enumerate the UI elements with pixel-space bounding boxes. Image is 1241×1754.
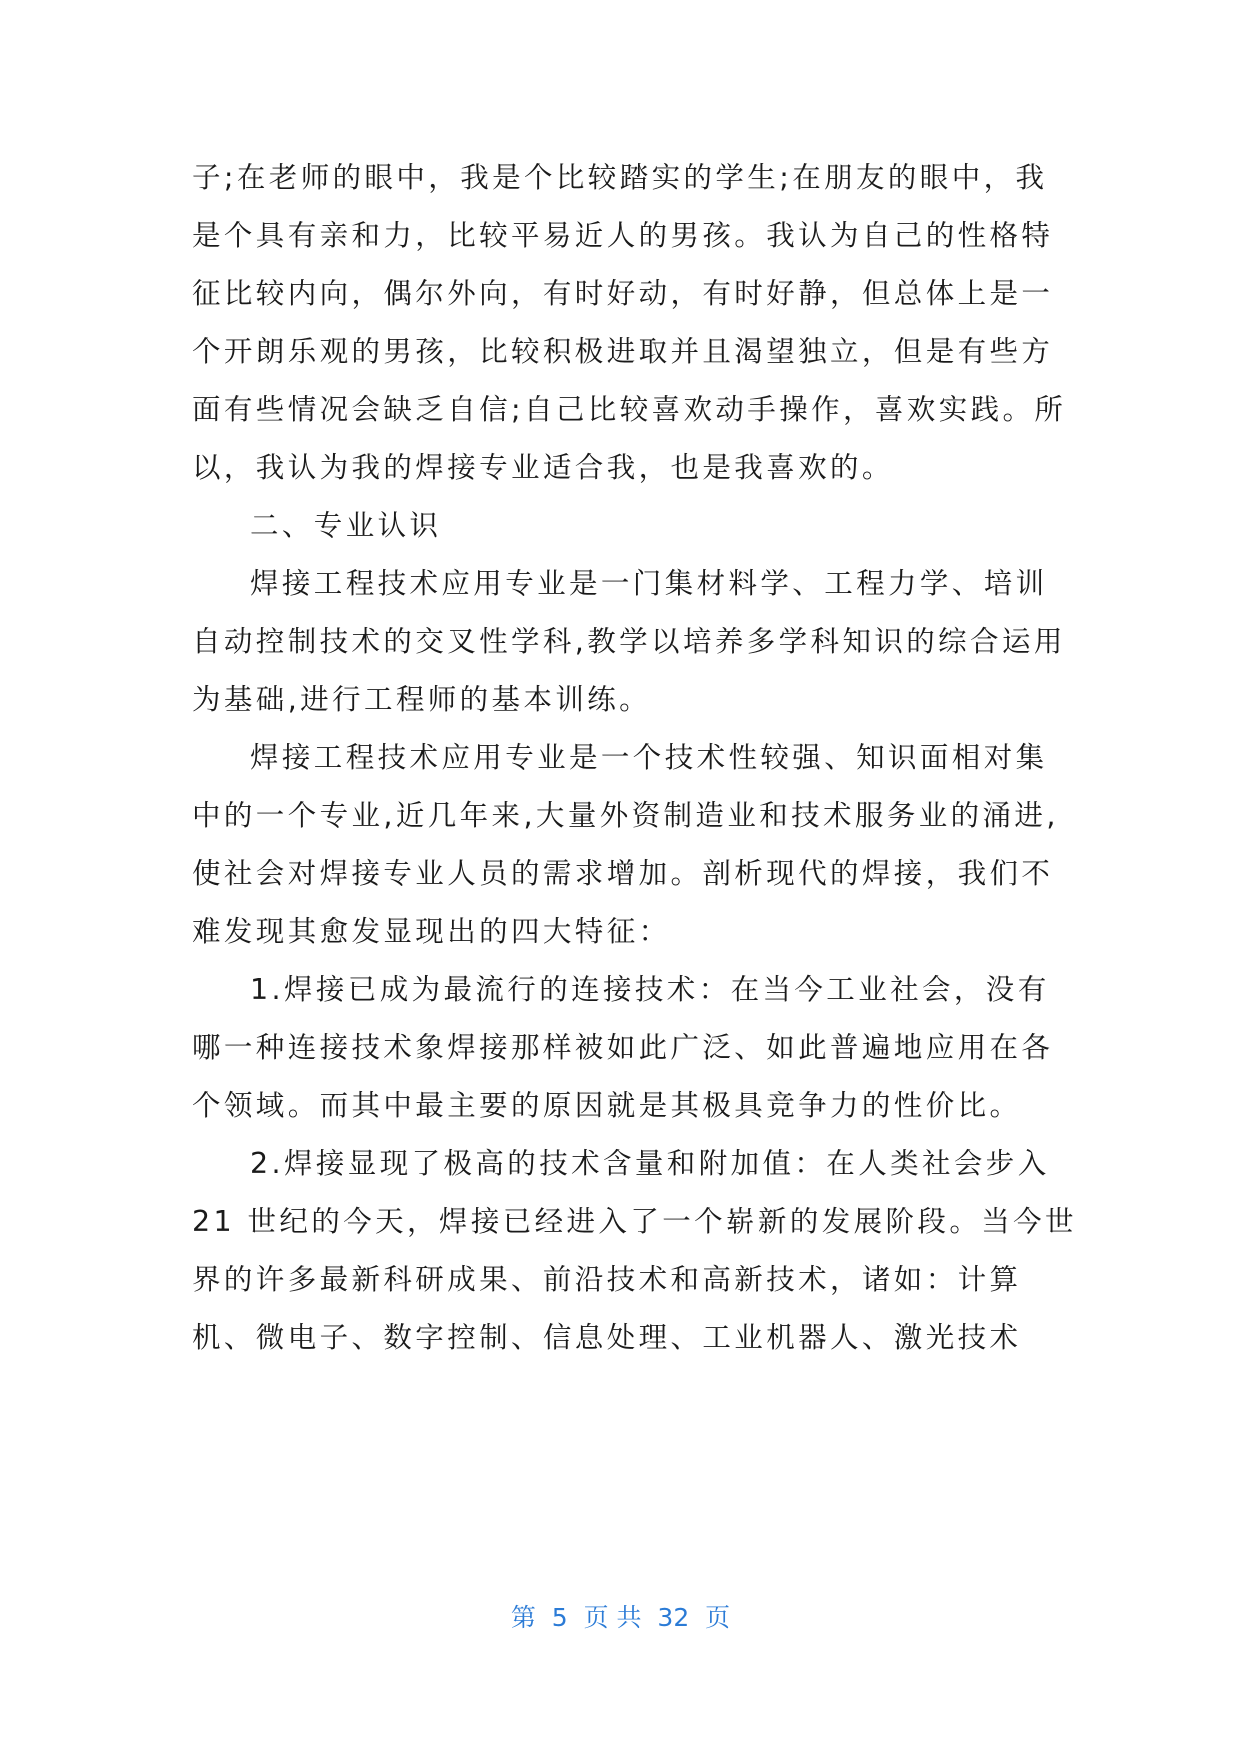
text-line: 征比较内向，偶尔外向，有时好动，有时好静，但总体上是一: [192, 277, 1054, 310]
text-line: 面有些情况会缺乏自信;自己比较喜欢动手操作，喜欢实践。所: [192, 393, 1067, 426]
text-line: 哪一种连接技术象焊接那样被如此广泛、如此普遍地应用在各: [192, 1031, 1054, 1064]
text-line: 焊接工程技术应用专业是一个技术性较强、知识面相对集: [250, 741, 1048, 774]
text-line: 是个具有亲和力，比较平易近人的男孩。我认为自己的性格特: [192, 219, 1054, 252]
text-line: 个领域。而其中最主要的原因就是其极具竞争力的性价比。: [192, 1089, 1022, 1122]
text-line: 焊接工程技术应用专业是一门集材料学、工程力学、培训: [250, 567, 1048, 600]
text-line: 2.焊接显现了极高的技术含量和附加值：在人类社会步入: [250, 1147, 1050, 1180]
text-line: 机、微电子、数字控制、信息处理、工业机器人、激光技术: [192, 1321, 1022, 1354]
section-heading: 二、专业认识: [250, 509, 442, 542]
text-line: 21 世纪的今天，焊接已经进入了一个崭新的发展阶段。当今世: [192, 1205, 1077, 1238]
text-line: 子;在老师的眼中，我是个比较踏实的学生;在朋友的眼中，我: [192, 161, 1048, 194]
text-line: 个开朗乐观的男孩，比较积极进取并且渴望独立，但是有些方: [192, 335, 1054, 368]
page-number-footer: 第 5 页 共 32 页: [510, 1603, 731, 1632]
text-line: 以，我认为我的焊接专业适合我，也是我喜欢的。: [192, 451, 894, 484]
text-line: 难发现其愈发显现出的四大特征：: [192, 915, 671, 948]
text-line: 使社会对焊接专业人员的需求增加。剖析现代的焊接，我们不: [192, 857, 1054, 890]
text-line: 自动控制技术的交叉性学科,教学以培养多学科知识的综合运用: [192, 625, 1066, 658]
text-line: 1.焊接已成为最流行的连接技术：在当今工业社会，没有: [250, 973, 1050, 1006]
text-line: 中的一个专业,近几年来,大量外资制造业和技术服务业的涌进,: [192, 799, 1059, 832]
text-line: 为基础,进行工程师的基本训练。: [192, 683, 652, 716]
text-line: 界的许多最新科研成果、前沿技术和高新技术，诸如：计算: [192, 1263, 1022, 1296]
